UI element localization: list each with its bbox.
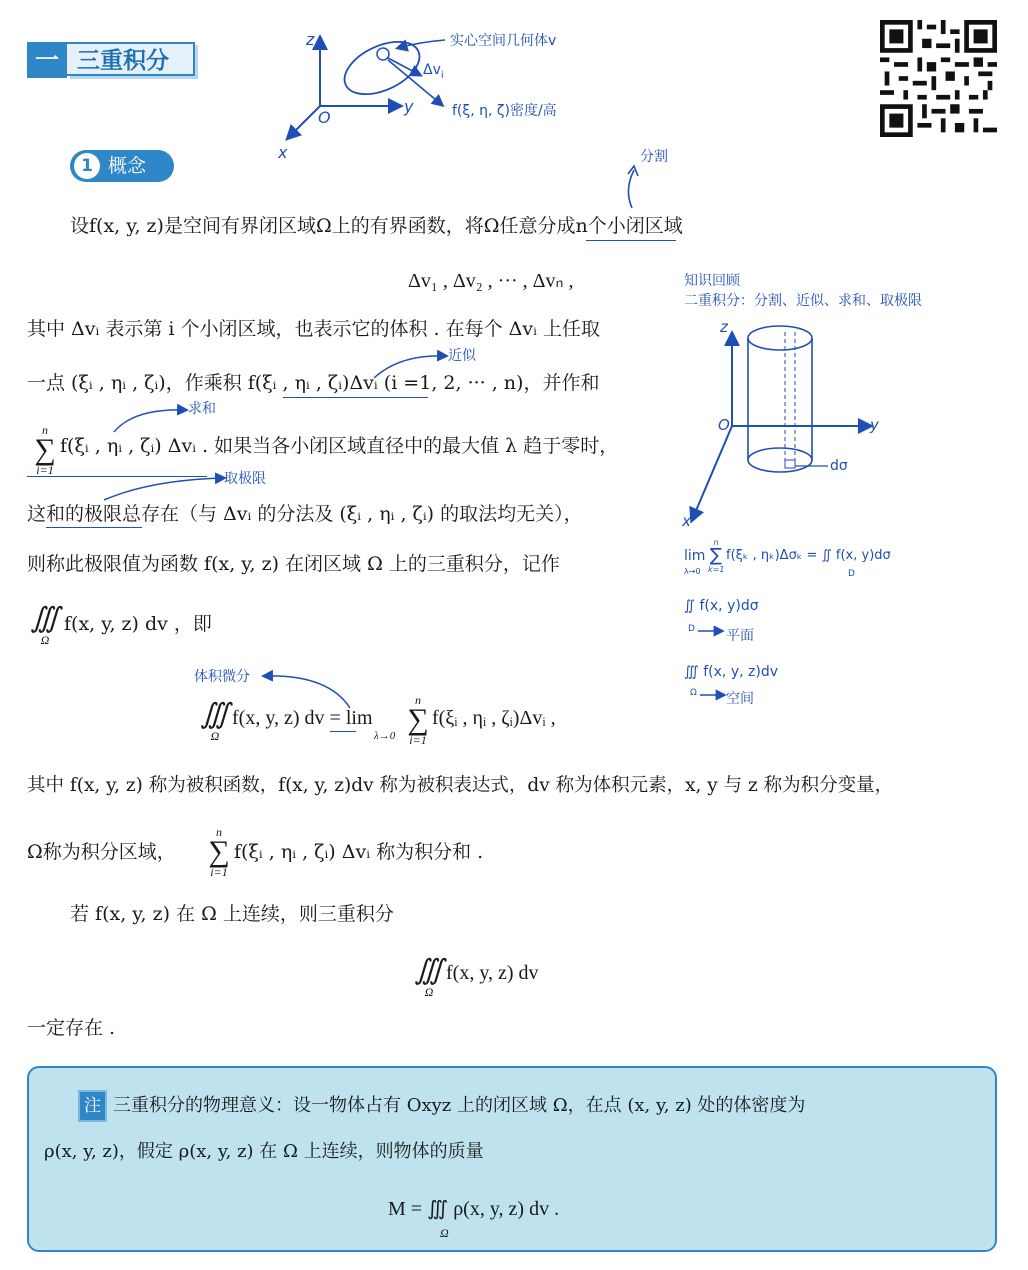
note-solid: 实心空间几何体v — [450, 33, 557, 49]
space-arrow — [698, 688, 728, 702]
qr-code-icon[interactable] — [880, 20, 997, 137]
sigma-sum-main: n ∑ i=1 — [407, 693, 429, 747]
note-formula: M = ∭ ρ(x, y, z) dv . — [388, 1198, 560, 1220]
underline-partition — [586, 240, 676, 241]
paragraph-1: 设f(x, y, z)是空间有界闭区域Ω上的有界函数，将Ω任意分成n个小闭区域 — [70, 215, 683, 237]
annotation-partition: 分割 — [640, 149, 668, 165]
side-dsigma: dσ — [830, 458, 848, 474]
triple-integral-sign-1: ∭ Ω — [30, 603, 60, 647]
underline-approximation — [283, 397, 428, 398]
side-double-lim-sub: λ→0 — [684, 567, 701, 576]
sigma-sum-2: n ∑ i=1 — [208, 825, 230, 879]
annotation-summation: 求和 — [188, 401, 216, 417]
paragraph-3-line-2b: f(ξᵢ , ηᵢ , ζᵢ) Δvᵢ 称为积分和 . — [234, 841, 484, 863]
paragraph-2-line-2: 一点 (ξᵢ , ηᵢ , ζᵢ)，作乘积 f(ξᵢ , ηᵢ , ζᵢ)Δvᵢ (i =1, 2, ··· , n)，并作和 — [27, 372, 600, 394]
side-origin: O — [718, 416, 730, 434]
underline-limit — [46, 527, 142, 528]
note-line-1 — [78, 1090, 805, 1122]
note-formula-region: Ω — [440, 1226, 449, 1240]
underline-dv — [330, 731, 356, 732]
side-space-note: 空间 — [726, 691, 754, 707]
diagram-axis-x: x — [278, 143, 288, 162]
paragraph-2-line-4: 这和的极限总存在（与 Δvᵢ 的分法及 (ξᵢ , ηᵢ , ζᵢ) 的取法均无关）， — [27, 503, 583, 525]
side-double-region: D — [688, 624, 695, 634]
review-title: 知识回顾 — [684, 273, 740, 289]
subsection-title: 概念 — [108, 155, 147, 177]
diagram-axis-z: z — [306, 30, 315, 49]
formula-subregions: Δv₁ , Δv₂ , ··· , Δvₙ , — [408, 270, 574, 292]
side-double-lim: lim — [684, 548, 706, 564]
plane-arrow — [696, 624, 726, 638]
side-axis-y: y — [870, 416, 879, 434]
side-axis-z: z — [720, 318, 728, 336]
section-number: 一 — [27, 42, 67, 78]
subsection-heading — [70, 150, 174, 182]
cylinder-diagram — [680, 308, 890, 528]
side-axis-x: x — [682, 512, 691, 530]
paragraph-2-line-5: 则称此极限值为函数 f(x, y, z) 在闭区域 Ω 上的三重积分，记作 — [27, 553, 560, 575]
diagram-axis-y: y — [404, 97, 414, 116]
partition-arrow — [620, 160, 660, 210]
diagram-origin: O — [318, 108, 331, 127]
paragraph-3-line-1: 其中 f(x, y, z) 称为被积函数，f(x, y, z)dv 称为被积表达式，dv 称为体积元素，x, y 与 z 称为积分变量， — [27, 775, 894, 796]
paragraph-5: 一定存在 . — [27, 1017, 116, 1039]
review-line: 二重积分：分割、近似、求和、取极限 — [684, 293, 922, 309]
main-formula-left: f(x, y, z) dv = lim — [232, 707, 373, 729]
side-double-sigma: n ∑ k=1 — [708, 538, 725, 574]
annotation-approximation: 近似 — [448, 348, 476, 364]
side-double-label: ∬ f(x, y)dσ — [684, 598, 759, 614]
section-title: 三重积分 — [67, 42, 195, 76]
triple-integral-sign-2: ∭ Ω — [414, 955, 444, 999]
side-plane-note: 平面 — [726, 628, 754, 644]
side-triple-label: ∭ f(x, y, z)dv — [684, 664, 778, 680]
triple-integral-sign-main: ∭ Ω — [200, 699, 230, 743]
note-line-2: ρ(x, y, z)，假定 ρ(x, y, z) 在 Ω 上连续，则物体的质量 — [44, 1141, 484, 1162]
summation-arrow — [110, 404, 190, 434]
paragraph-3-line-2a: Ω称为积分区域， — [27, 841, 176, 863]
note-tag: 注 — [78, 1090, 107, 1122]
annotation-limit: 取极限 — [224, 471, 266, 487]
sigma-sum-1: n ∑ i=1 — [34, 423, 56, 477]
side-triple-region: Ω — [690, 688, 697, 698]
subsection-number: 1 — [74, 153, 100, 179]
main-formula-limit-sub: λ→0 — [374, 730, 396, 742]
note-density: f(ξ, η, ζ)密度/高 — [452, 103, 557, 119]
note-line-1-text: 三重积分的物理意义：设一物体占有 Oxyz 上的闭区域 Ω，在点 (x, y, z) 处的体密度为 — [113, 1095, 806, 1116]
limit-arrow — [100, 472, 230, 502]
annotation-volume-differential: 体积微分 — [194, 669, 250, 685]
paragraph-2-line-6: f(x, y, z) dv ，即 — [64, 613, 212, 635]
paragraph-4: 若 f(x, y, z) 在 Ω 上连续，则三重积分 — [70, 903, 394, 925]
paragraph-2-line-3: f(ξᵢ , ηᵢ , ζᵢ) Δvᵢ . 如果当各小闭区域直径中的最大值 λ 趋于零时， — [60, 435, 619, 457]
note-dv: $\Delta v_i$ — [423, 62, 444, 81]
main-formula-right: f(ξᵢ , ηᵢ , ζᵢ)Δvᵢ , — [432, 707, 556, 729]
formula-continuous: f(x, y, z) dv — [446, 962, 539, 984]
side-double-formula: f(ξₖ , ηₖ)Δσₖ = ∬ f(x, y)dσ — [726, 548, 891, 563]
paragraph-2-line-1: 其中 Δvᵢ 表示第 i 个小闭区域，也表示它的体积 . 在每个 Δvᵢ 上任取 — [27, 318, 600, 340]
side-double-formula-region: D — [848, 569, 855, 579]
